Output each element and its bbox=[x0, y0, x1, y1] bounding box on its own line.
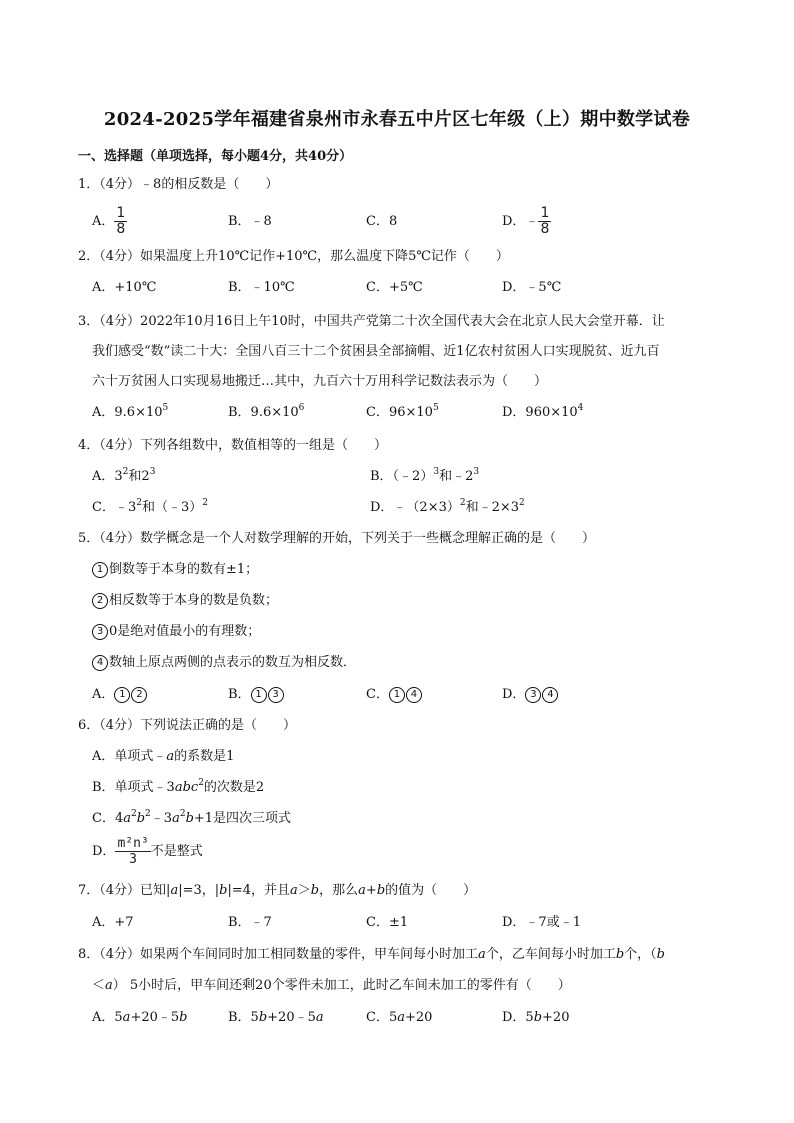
option-label: B． bbox=[228, 687, 251, 702]
option-label: D． bbox=[502, 687, 526, 702]
option-text: ﹣3 bbox=[150, 811, 173, 826]
option-text: 和﹣2×3 bbox=[465, 500, 520, 515]
q8-option-a bbox=[92, 1009, 187, 1027]
option-text: 和（﹣3） bbox=[141, 500, 203, 515]
option-label: D．﹣ bbox=[502, 214, 539, 229]
stem-text: ＜ bbox=[92, 978, 106, 993]
q5-statement-2 bbox=[92, 592, 278, 610]
stem-text: |=4，并且 bbox=[227, 883, 291, 898]
q3-option-a bbox=[92, 404, 168, 422]
option-text: D．﹣（2×3） bbox=[370, 500, 460, 515]
stem-text: + bbox=[365, 883, 377, 898]
exponent: 2 bbox=[136, 498, 142, 508]
stem-text: ＞ bbox=[297, 883, 311, 898]
option-text: C．5 bbox=[366, 1010, 398, 1025]
q5-option-c bbox=[366, 686, 423, 704]
option-text: C．96×10 bbox=[366, 405, 433, 420]
variable: a bbox=[122, 1010, 131, 1025]
q8-option-c bbox=[366, 1009, 432, 1027]
stem-text: |=3，| bbox=[178, 883, 220, 898]
q6-option-b bbox=[92, 779, 264, 797]
circled-number: 1 bbox=[389, 687, 405, 703]
option-text: A．3 bbox=[92, 469, 123, 484]
exponent: 2 bbox=[202, 498, 208, 508]
numerator: 1 bbox=[540, 205, 550, 221]
variable: a bbox=[172, 811, 180, 826]
numerator: 1 bbox=[116, 205, 126, 221]
option-text: B．单项式﹣3 bbox=[92, 780, 175, 795]
q5-option-d bbox=[502, 686, 559, 704]
exponent: 6 bbox=[298, 403, 305, 413]
option-text: A．单项式﹣ bbox=[92, 749, 167, 764]
q5-statement-3 bbox=[92, 623, 260, 641]
stem-text: 个，乙车间每小时加工 bbox=[485, 947, 616, 962]
option-text: 和﹣2 bbox=[439, 469, 474, 484]
stem-text: ，那么 bbox=[319, 883, 359, 898]
variable: abc bbox=[174, 780, 199, 795]
variable: a bbox=[123, 811, 131, 826]
circled-number: 4 bbox=[406, 687, 422, 703]
circled-number: 1 bbox=[92, 562, 108, 578]
exponent: 2 bbox=[179, 809, 186, 819]
q1-option-c: C．8 bbox=[366, 214, 398, 229]
q7-option-c: C．±1 bbox=[366, 915, 409, 930]
question-8-stem-line2 bbox=[92, 977, 571, 995]
exponent: 2 bbox=[459, 498, 466, 508]
exponent: 3 bbox=[149, 467, 156, 477]
circled-number: 3 bbox=[525, 687, 541, 703]
variable: b bbox=[185, 811, 194, 826]
exponent: 2 bbox=[122, 467, 129, 477]
q1-option-b: B．﹣8 bbox=[228, 214, 272, 229]
stem-text: 的值为（ ） bbox=[385, 883, 477, 898]
option-text: C．﹣3 bbox=[92, 500, 137, 515]
option-text: D．5 bbox=[502, 1010, 534, 1025]
numerator: m²n³ bbox=[117, 836, 149, 851]
question-8-stem-line1 bbox=[78, 946, 665, 964]
fraction bbox=[115, 836, 150, 867]
q8-option-d bbox=[502, 1009, 569, 1027]
q5-option-b bbox=[228, 686, 285, 704]
question-2-stem: 2．（4分）如果温度上升10℃记作+10℃，那么温度下降5℃记作（ ） bbox=[78, 249, 509, 264]
option-text: B．5 bbox=[228, 1010, 259, 1025]
option-text: A．5 bbox=[92, 1010, 123, 1025]
variable: b bbox=[219, 883, 228, 898]
variable: a bbox=[358, 883, 366, 898]
circled-number: 3 bbox=[268, 687, 284, 703]
circled-number: 4 bbox=[542, 687, 558, 703]
question-5-stem: 5．（4分）数学概念是一个人对数学理解的开始，下列关于一些概念理解正确的是（ ） bbox=[78, 531, 596, 546]
variable: b bbox=[136, 811, 146, 826]
statement-text: 倒数等于本身的数有±1； bbox=[109, 562, 259, 577]
q3-option-b bbox=[228, 404, 304, 422]
variable: b bbox=[258, 1010, 268, 1025]
variable: b bbox=[533, 1010, 543, 1025]
option-text: +20 bbox=[542, 1010, 570, 1025]
circled-number: 1 bbox=[114, 687, 130, 703]
option-text: +20﹣5 bbox=[267, 1010, 316, 1025]
q4-option-c bbox=[92, 499, 208, 517]
question-3-stem-line2: 我们感受“数”读二十大：全国八百三十二个贫困县全部摘帽、近1亿农村贫困人口实现脱贫、近九百 bbox=[92, 344, 660, 359]
question-3-stem-line3: 六十万贫困人口实现易地搬迁…其中，九百六十万用科学记数法表示为（ ） bbox=[92, 374, 548, 389]
option-label: A． bbox=[92, 687, 115, 702]
exponent: 4 bbox=[577, 403, 584, 413]
q3-option-c bbox=[366, 404, 439, 422]
option-text: +20﹣5 bbox=[130, 1010, 180, 1025]
option-text: A．9.6×10 bbox=[92, 405, 163, 420]
question-7-stem bbox=[78, 882, 476, 900]
circled-number: 1 bbox=[251, 687, 267, 703]
statement-text: 数轴上原点两侧的点表示的数互为相反数． bbox=[109, 655, 357, 670]
statement-text: 0是绝对值最小的有理数； bbox=[109, 624, 261, 639]
option-text: 的次数是2 bbox=[203, 780, 265, 795]
page-title: 2024-2025学年福建省泉州市永春五中片区七年级（上）期中数学试卷 bbox=[103, 109, 691, 130]
q2-option-b: B．﹣10℃ bbox=[228, 280, 295, 295]
stem-text: 8．（4分）如果两个车间同时加工相同数量的零件，甲车间每小时加工 bbox=[78, 947, 479, 962]
q5-option-a bbox=[92, 686, 148, 704]
option-text: C．4 bbox=[92, 811, 124, 826]
q4-option-a bbox=[92, 468, 155, 486]
option-text: 不是整式 bbox=[150, 844, 203, 859]
variable: a bbox=[170, 883, 179, 898]
fraction bbox=[538, 206, 551, 237]
q6-option-d bbox=[92, 836, 203, 867]
variable: a bbox=[105, 978, 113, 993]
variable: b bbox=[179, 1010, 188, 1025]
variable: a bbox=[166, 749, 175, 764]
q6-option-c bbox=[92, 810, 291, 828]
variable: b bbox=[376, 883, 386, 898]
q7-option-b: B．﹣7 bbox=[228, 915, 272, 930]
variable: b bbox=[310, 883, 320, 898]
exponent: 2 bbox=[130, 809, 137, 819]
option-text: +20 bbox=[404, 1010, 433, 1025]
variable: a bbox=[290, 883, 298, 898]
circled-number: 4 bbox=[92, 655, 108, 671]
variable: a bbox=[478, 947, 486, 962]
q4-option-b bbox=[370, 468, 479, 486]
q1-option-a bbox=[92, 206, 127, 237]
stem-text: 7．（4分）已知| bbox=[78, 883, 171, 898]
option-text: B．（﹣2） bbox=[370, 469, 434, 484]
circled-number: 2 bbox=[92, 593, 108, 609]
q6-option-a bbox=[92, 748, 234, 766]
denominator: 8 bbox=[540, 221, 550, 237]
circled-number: 3 bbox=[92, 624, 108, 640]
q5-statement-4 bbox=[92, 654, 356, 672]
option-label: A． bbox=[92, 214, 115, 229]
q1-option-d bbox=[502, 206, 551, 237]
option-text: B．9.6×10 bbox=[228, 405, 299, 420]
q7-option-a: A．+7 bbox=[92, 915, 134, 930]
exponent: 3 bbox=[473, 467, 480, 477]
exponent: 5 bbox=[162, 403, 169, 413]
q5-statement-1 bbox=[92, 561, 258, 579]
option-text: 的系数是1 bbox=[174, 749, 235, 764]
q2-option-a: A．+10℃ bbox=[92, 280, 157, 295]
statement-text: 相反数等于本身的数是负数； bbox=[109, 593, 279, 608]
exponent: 2 bbox=[198, 778, 204, 788]
variable: b bbox=[615, 947, 625, 962]
variable: a bbox=[397, 1010, 405, 1025]
question-1-stem: 1．（4分）﹣8的相反数是（ ） bbox=[78, 177, 279, 192]
exponent: 2 bbox=[519, 498, 525, 508]
q2-option-c: C．+5℃ bbox=[366, 280, 423, 295]
option-label: D． bbox=[92, 844, 116, 859]
circled-number: 2 bbox=[131, 687, 147, 703]
question-6-stem: 6．（4分）下列说法正确的是（ ） bbox=[78, 718, 297, 733]
option-text: 和2 bbox=[128, 469, 150, 484]
q4-option-d bbox=[370, 499, 525, 517]
exponent: 2 bbox=[145, 809, 151, 819]
fraction bbox=[114, 206, 127, 237]
q8-option-b bbox=[228, 1009, 324, 1027]
q2-option-d: D．﹣5℃ bbox=[502, 280, 562, 295]
q3-option-d bbox=[502, 404, 583, 422]
section-heading: 一、选择题（单项选择，每小题4分，共40分） bbox=[78, 149, 353, 164]
option-text: +1是四次三项式 bbox=[193, 811, 292, 826]
variable: a bbox=[315, 1010, 324, 1025]
exponent: 3 bbox=[433, 467, 440, 477]
q7-option-d: D．﹣7或﹣1 bbox=[502, 915, 581, 930]
question-4-stem: 4．（4分）下列各组数中，数值相等的一组是（ ） bbox=[78, 438, 388, 453]
variable: b bbox=[656, 947, 665, 962]
denominator: 8 bbox=[116, 221, 126, 237]
exponent: 5 bbox=[432, 403, 439, 413]
stem-text: 个，（ bbox=[624, 947, 657, 962]
option-label: C． bbox=[366, 687, 389, 702]
option-text: D．960×10 bbox=[502, 405, 578, 420]
stem-text: ） 5小时后，甲车间还剩20个零件未加工，此时乙车间未加工的零件有（ ） bbox=[112, 978, 571, 993]
question-3-stem-line1: 3．（4分）2022年10月16日上午10时，中国共产党第二十次全国代表大会在北京人民大会堂开幕．让 bbox=[78, 314, 665, 329]
denominator: 3 bbox=[129, 852, 137, 867]
